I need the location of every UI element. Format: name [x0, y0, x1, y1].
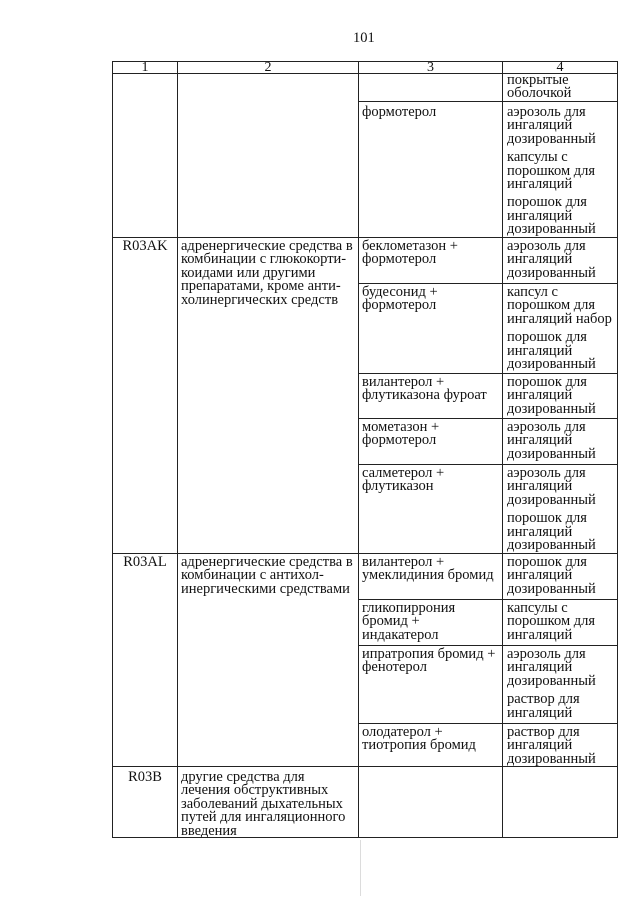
- dosage-form: порошок для ингаляций дозированный: [507, 329, 596, 373]
- dosage-form-cell: [502, 553, 618, 600]
- substance-cell: беклометазон + формотерол: [358, 237, 503, 284]
- atc-code-cell: [112, 73, 178, 238]
- substance-cell: формотерол: [358, 101, 503, 238]
- dosage-form: капсулы с порошком для ингаляций: [507, 600, 596, 643]
- substance-cell: гликопиррония бромид + индакатерол: [358, 599, 503, 646]
- table-header-cell: 4: [502, 61, 618, 74]
- dosage-form-cell: [502, 373, 618, 419]
- substance-cell: [358, 766, 503, 838]
- dosage-form: аэрозоль для ингаляций дозированный: [507, 646, 596, 689]
- dosage-form: порошок для ингаляций дозированный: [507, 374, 596, 417]
- dosage-form: покрытые оболочкой: [507, 72, 572, 102]
- dosage-form-cell: [502, 73, 618, 102]
- page-number: 101: [353, 30, 375, 46]
- dosage-form-cell: [502, 237, 618, 284]
- dosage-form-cell: [502, 723, 618, 767]
- substance-cell: олодатерол + тиотропия бромид: [358, 723, 503, 767]
- table-header-cell: 1: [112, 61, 178, 74]
- atc-code-cell: R03AL: [112, 553, 178, 767]
- substance-cell: будесонид + формотерол: [358, 283, 503, 374]
- dosage-form-cell: [502, 645, 618, 724]
- dosage-form: капсулы с порошком для ингаляций: [507, 149, 596, 193]
- substance-cell: [358, 73, 503, 102]
- dosage-form: порошок для ингаляций дозированный: [507, 554, 596, 597]
- dosage-form: аэрозоль для ингаляций дозированный: [507, 419, 596, 462]
- dosage-form: капсул с порошком для ингаляций набор: [507, 284, 612, 327]
- dosage-form: порошок для ингаляций дозированный: [507, 194, 596, 238]
- group-name-cell: адренергические средства в комбинации с антихол- инергическими средствами: [177, 553, 359, 767]
- dosage-form-cell: [502, 283, 618, 374]
- dosage-form: аэрозоль для ингаляций дозированный: [507, 104, 596, 147]
- atc-code-cell: R03B: [112, 766, 178, 838]
- substance-cell: ипратропия бромид + фенотерол: [358, 645, 503, 724]
- table-header-cell: 2: [177, 61, 359, 74]
- substance-cell: салметерол + флутиказон: [358, 464, 503, 554]
- dosage-form: аэрозоль для ингаляций дозированный: [507, 465, 596, 508]
- substance-cell: мометазон + формотерол: [358, 418, 503, 465]
- atc-code-cell: R03AK: [112, 237, 178, 554]
- group-name-cell: адренергические средства в комбинации с глюкокорти- коидами или другими препаратами, кроме анти- холинергических средств: [177, 237, 359, 554]
- dosage-form-cell: [502, 599, 618, 646]
- dosage-form: раствор для ингаляций: [507, 691, 580, 721]
- group-name-cell: [177, 73, 359, 238]
- dosage-form: порошок для ингаляций дозированный: [507, 510, 596, 554]
- dosage-form: раствор для ингаляций дозированный: [507, 724, 596, 767]
- dosage-form-cell: [502, 464, 618, 554]
- dosage-form-cell: [502, 418, 618, 465]
- substance-cell: вилантерол + умеклидиния бромид: [358, 553, 503, 600]
- substance-cell: вилантерол + флутиказона фуроат: [358, 373, 503, 419]
- dosage-form-cell: [502, 766, 618, 838]
- scan-artifact-line: [360, 840, 361, 896]
- table-header-cell: 3: [358, 61, 503, 74]
- group-name-cell: другие средства для лечения обструктивных заболеваний дыхательных путей для ингаляционного введения: [177, 766, 359, 838]
- dosage-form-cell: [502, 101, 618, 238]
- dosage-form: аэрозоль для ингаляций дозированный: [507, 238, 596, 281]
